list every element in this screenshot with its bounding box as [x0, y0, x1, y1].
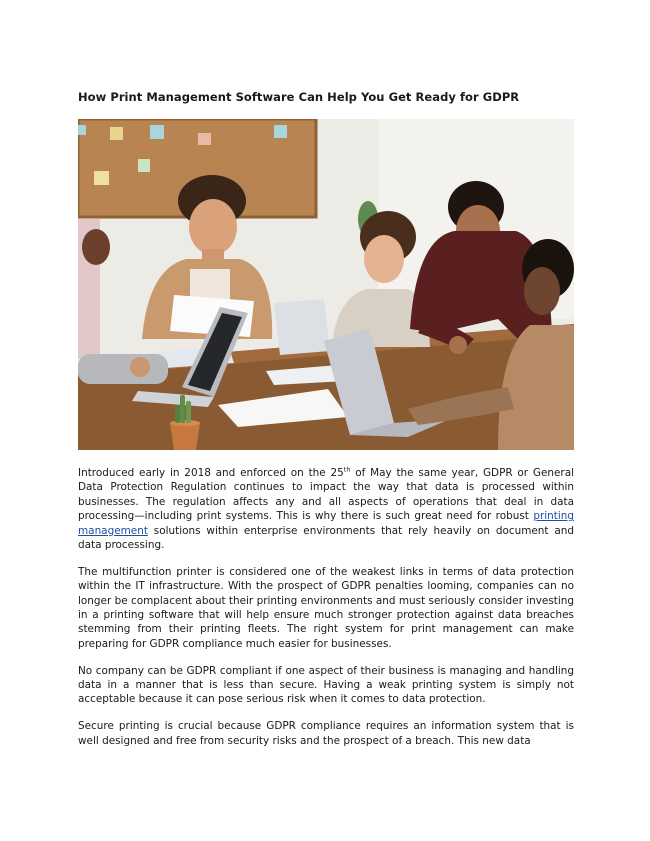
paragraph-4: Secure printing is crucial because GDPR compliance requires an information system that is well designed and free from security risks and the prospect of a breach. This new data: [78, 720, 574, 747]
paragraph-1: [78, 466, 574, 552]
ordinal-suffix: th: [343, 465, 351, 474]
article-body: [78, 466, 574, 760]
printing-management-link[interactable]: printing management: [78, 510, 574, 537]
paragraph-3: No company can be GDPR compliant if one aspect of their business is managing and handling data in a manner that is less than secure. Having a weak printing system is simply not acceptable because it can pose serious risk when it comes to data protection.: [78, 664, 574, 706]
article-title: How Print Management Software Can Help You Get Ready for GDPR: [78, 90, 520, 104]
paragraph-2: The multifunction printer is considered one of the weakest links in terms of data protection within the IT infrastructure. With the prospect of GDPR penalties looming, companies can no longer be complacent about their printing environments and must seriously consider investing in a printing software that will help ensure much stronger protection against data breaches stemming from their printing fleets. The right system for print management can make preparing for GDPR compliance much easier for businesses.: [78, 565, 574, 650]
paragraph-1-text-a: Introduced early in 2018 and enforced on the 25: [78, 467, 344, 479]
article-photo: [78, 119, 574, 450]
paragraph-1-text-c: solutions within enterprise environments that rely heavily on document and data processing.: [78, 524, 574, 552]
paragraph-1-text-b: of May the same year, GDPR or General Data Protection Regulation continues to impact the way that data is processed within businesses. The regulation affects any and all aspects of operations that deal in data processing—including print systems. This is why there is such great need for robust: [78, 467, 574, 523]
